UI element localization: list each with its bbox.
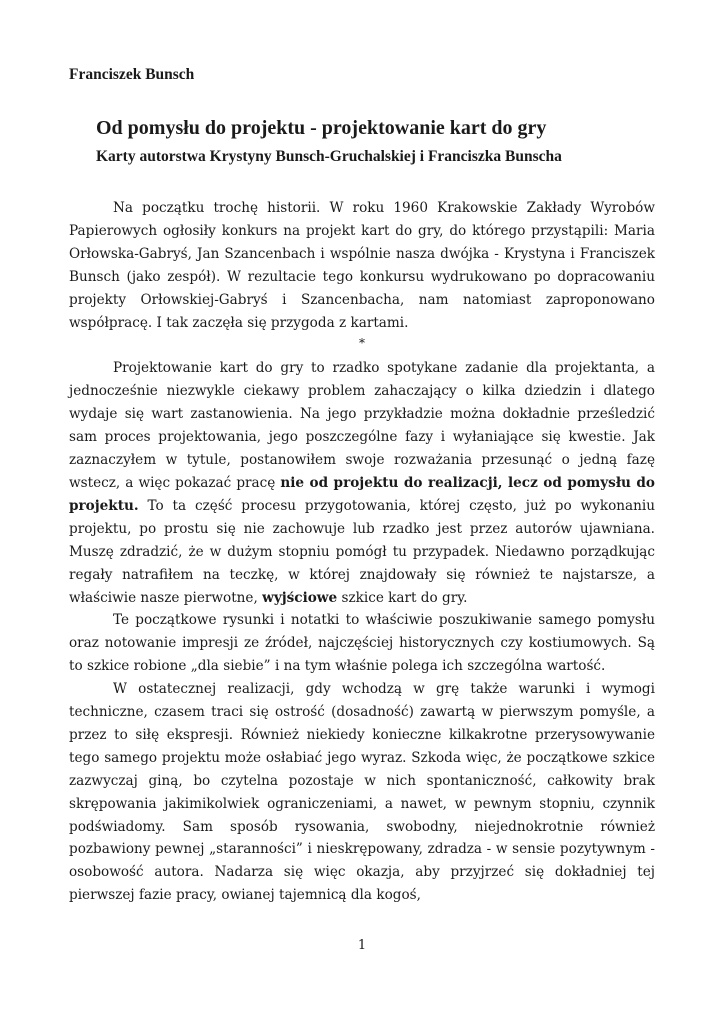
paragraph-text: szkice kart do gry. bbox=[337, 589, 468, 606]
section-separator: * bbox=[359, 336, 365, 351]
paragraph-design-process bbox=[69, 357, 655, 609]
page-number: 1 bbox=[357, 938, 367, 953]
author-name: Franciszek Bunsch bbox=[69, 66, 195, 83]
paragraph-text: Projektowanie kart do gry to rzadko spotykane zadanie dla projektanta, a jednocześnie niezwykle ciekawy problem zahaczający o kilka dziedzin i dlatego wydaje się wart zastanowienia. Na jego przykładzie można dokładnie prześledzić sam proces projektowania, jego poszczególne fazy i wyłaniające się kwestie. Jak zaznaczyłem w tytule, postanowiłem swoje rozważania przesunąć o jedną fazę wstecz, a więc pokazać pracę bbox=[69, 360, 655, 491]
paragraph-realization: W ostatecznej realizacji, gdy wchodzą w grę także warunki i wymogi techniczne, czasem traci się ostrość (dosadność) zawartą w pierwszym pomyśle, a przez to siłę ekspresji. Również niekiedy konieczne kilkakrotne przerysowywanie tego samego projektu może osłabiać jego wyraz. Szkoda więc, że początkowe szkice zazwyczaj giną, bo czytelna pozostaje w nich spontaniczność, całkowity brak skrępowania jakimikolwiek ograniczeniami, a nawet, w pewnym stopniu, czynnik podświadomy. Sam sposób rysowania, swobodny, niejednokrotnie również pozbawiony pewnej „staranności” i nieskrępowany, zdradza - w sensie pozytywnym - osobowość autora. Nadarza się więc okazja, aby przyjrzeć się dokładniej tej pierwszej fazie pracy, owianej tajemnicą dla kogoś, bbox=[69, 681, 655, 904]
paragraph-text: To ta część procesu przygotowania, której często, już po wykonaniu projektu, po prostu się nie zachowuje lub rzadko jest przez autorów ujawniana. Muszę zdradzić, że w dużym stopniu pomógł tu przypadek. Niedawno porządkując regały natrafiłem na teczkę, w której znajdowały się również te najstarsze, a właściwie nasze pierwotne, bbox=[69, 497, 655, 606]
document-title: Od pomysłu do projektu - projektowanie kart do gry bbox=[96, 117, 547, 139]
document-subtitle: Karty autorstwa Krystyny Bunsch-Gruchalskiej i Franciszka Bunscha bbox=[96, 148, 562, 165]
emphasis-text: nie od projektu do realizacji, lecz od pomysłu do projektu. bbox=[69, 474, 655, 514]
emphasis-text: wyjściowe bbox=[262, 589, 338, 606]
paragraph-sketches: Te początkowe rysunki i notatki to właściwie poszukiwanie samego pomysłu oraz notowanie impresji ze źródeł, najczęściej historycznych czy kostiumowych. Są to szkice robione „dla siebie” i na tym właśnie polega ich szczególna wartość. bbox=[69, 612, 655, 675]
paragraph-history: Na początku trochę historii. W roku 1960 Krakowskie Zakłady Wyrobów Papierowych ogłosiły konkurs na projekt kart do gry, do którego przystąpili: Maria Orłowska-Gabryś, Jan Szancenbach i wspólnie nasza dwójka - Krystyna i Franciszek Bunsch (jako zespół). W rezultacie tego konkursu wydrukowano po dopracowaniu projekty Orłowskiej-Gabryś i Szancenbacha, nam natomiast zaproponowano współpracę. I tak zaczęła się przygoda z kartami. bbox=[69, 200, 655, 331]
article-body bbox=[69, 197, 655, 907]
